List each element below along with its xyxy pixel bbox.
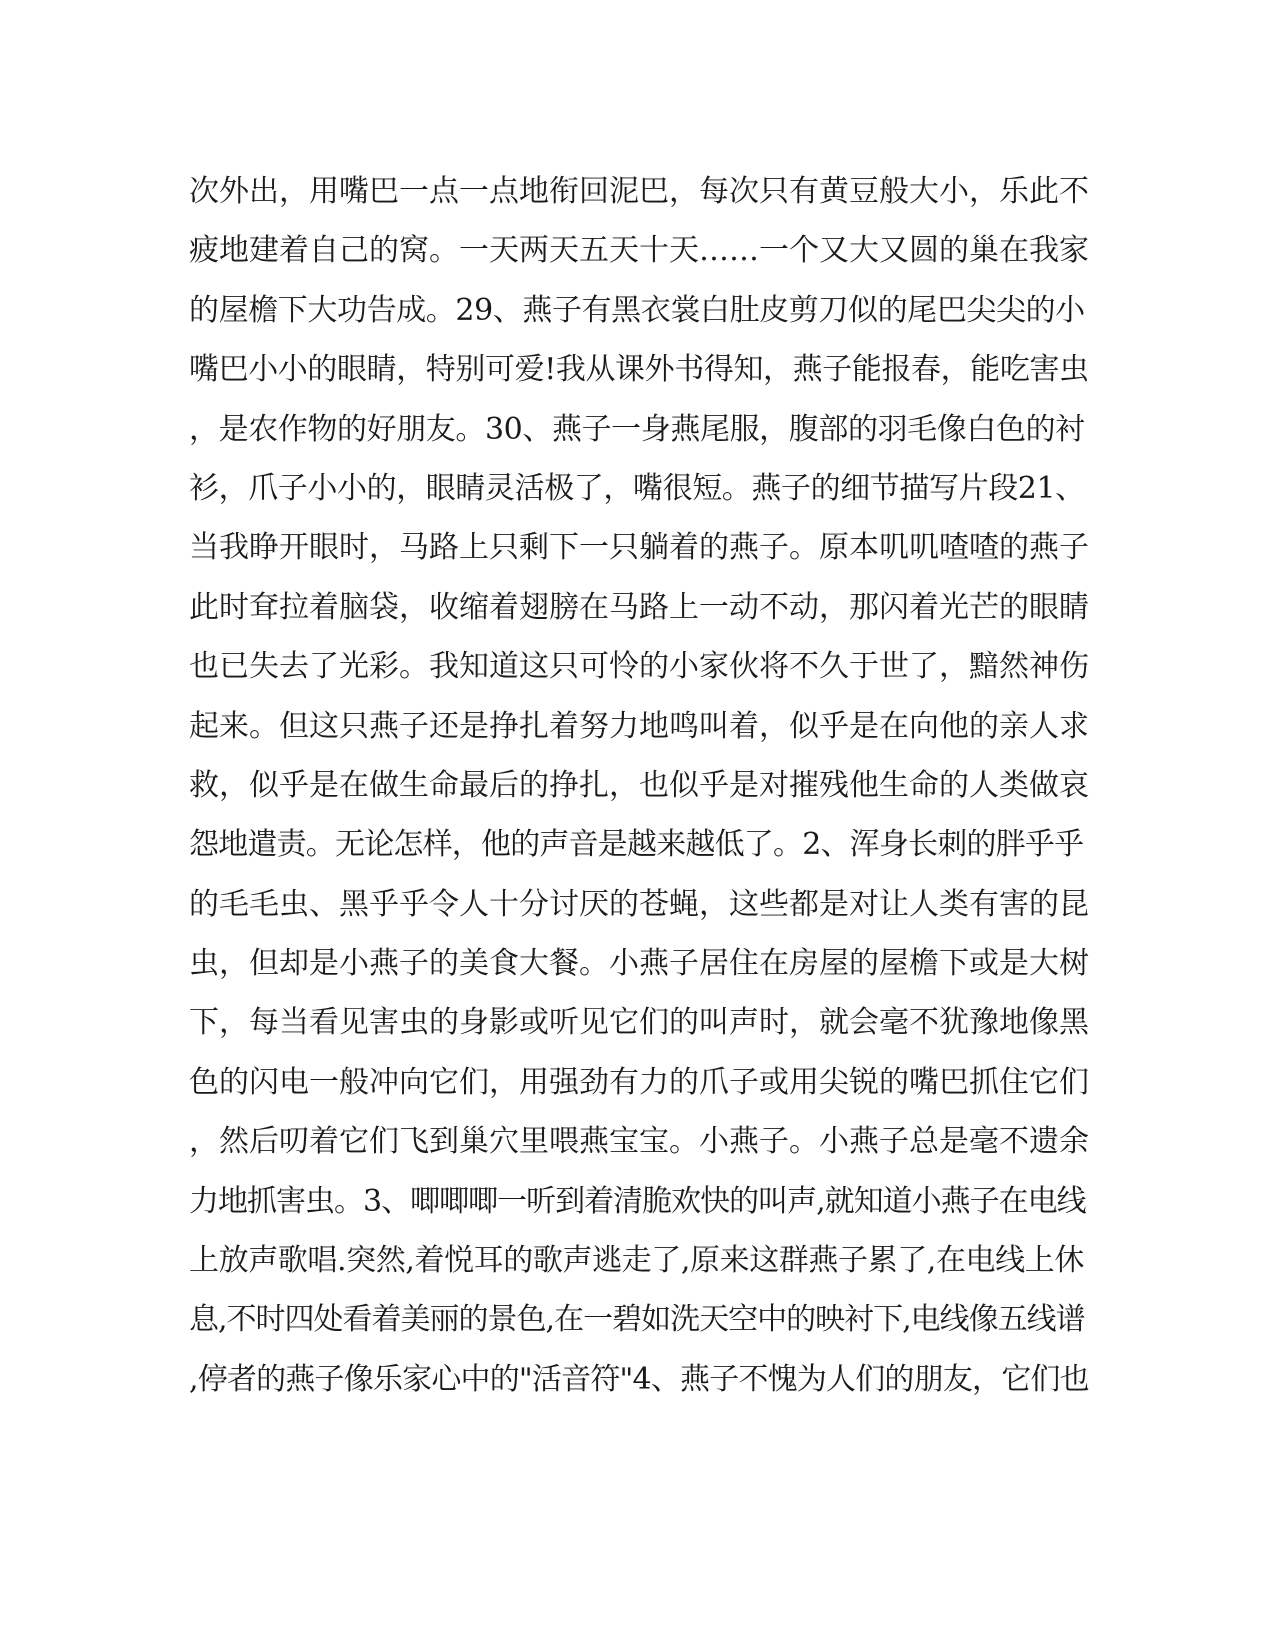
text-line: 次外出，用嘴巴一点一点地衔回泥巴，每次只有黄豆般大小，乐此不 [189, 174, 1089, 209]
text-line: 的毛毛虫、黑乎乎令人十分讨厌的苍蝇，这些都是对让人类有害的昆 [189, 886, 1089, 922]
text-line: 疲地建着自己的窝。一天两天五天十天……一个又大又圆的巢在我家 [189, 233, 1089, 269]
text-line: 救，似乎是在做生命最后的挣扎，也似乎是对摧残他生命的人类做哀 [189, 767, 1089, 803]
text-line: 此时耷拉着脑袋，收缩着翅膀在马路上一动不动，那闪着光芒的眼睛 [189, 589, 1089, 625]
text-line: 嘴巴小小的眼睛，特别可爱!我从课外书得知，燕子能报春，能吃害虫 [189, 352, 1089, 388]
text-line: 色的闪电一般冲向它们，用强劲有力的爪子或用尖锐的嘴巴抓住它们 [189, 1064, 1089, 1100]
text-line: 下，每当看见害虫的身影或听见它们的叫声时，就会毫不犹豫地像黑 [189, 1005, 1089, 1041]
text-line: 虫，但却是小燕子的美食大餐。小燕子居住在房屋的屋檐下或是大树 [189, 946, 1089, 982]
text-line: 当我睁开眼时，马路上只剩下一只躺着的燕子。原本叽叽喳喳的燕子 [189, 530, 1089, 566]
text-line: 怨地遣责。无论怎样，他的声音是越来越低了。2、浑身长刺的胖乎乎 [189, 827, 1084, 863]
text-line: ，然后叨着它们飞到巢穴里喂燕宝宝。小燕子。小燕子总是毫不遗余 [189, 1124, 1089, 1160]
text-line: 力地抓害虫。3、唧唧唧一听到着清脆欢快的叫声,就知道小燕子在电线 [189, 1183, 1086, 1219]
text-line: 衫，爪子小小的，眼睛灵活极了，嘴很短。燕子的细节描写片段21、 [189, 470, 1085, 506]
text-line: 起来。但这只燕子还是挣扎着努力地鸣叫着，似乎是在向他的亲人求 [189, 708, 1089, 744]
text-line: ,停者的燕子像乐家心中的"活音符"4、燕子不愧为人们的朋友，它们也 [189, 1361, 1089, 1397]
body-text [189, 162, 1089, 1409]
text-line: 息,不时四处看着美丽的景色,在一碧如洗天空中的映衬下,电线像五线谱 [189, 1302, 1085, 1338]
text-line: ，是农作物的好朋友。30、燕子一身燕尾服，腹部的羽毛像白色的衬 [189, 411, 1085, 447]
text-line: 的屋檐下大功告成。29、燕子有黑衣裳白肚皮剪刀似的尾巴尖尖的小 [189, 292, 1085, 328]
text-line: 上放声歌唱.突然,着悦耳的歌声逃走了,原来这群燕子累了,在电线上休 [189, 1243, 1084, 1279]
text-line: 也已失去了光彩。我知道这只可怜的小家伙将不久于世了，黯然神伤 [189, 649, 1089, 685]
